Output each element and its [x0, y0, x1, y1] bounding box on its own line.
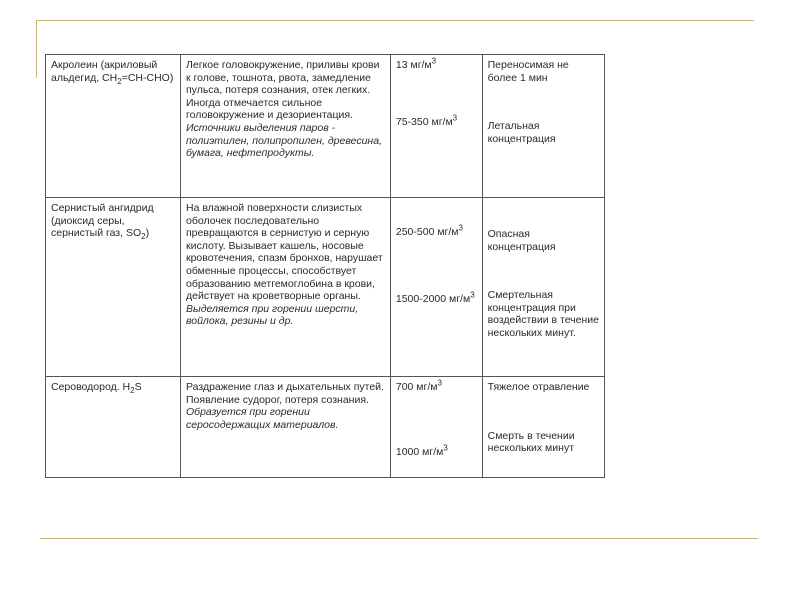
effect-text: Раздражение глаз и дыхательных путей. Появление судорог, потеря сознания. — [186, 381, 384, 406]
concentration-cell — [390, 377, 482, 478]
note-cell — [482, 377, 604, 478]
note-text: Переносимая не более 1 мин — [487, 59, 569, 84]
effect-cell — [181, 377, 391, 478]
decorative-left-rule — [36, 20, 37, 78]
source-text: Выделяется при горении шерсти, войлока, резины и др. — [186, 302, 359, 328]
concentration-value: 1500-2000 $мг/м^3$ — [395, 290, 475, 305]
table-row — [46, 377, 605, 478]
substance-cell: Сероводород. $H_2S$ — [46, 377, 181, 478]
effect-text: Легкое головокружение, приливы крови к голове, тошнота, рвота, замедление пульса, потеря сознания, отек легких. Иногда отмечается сильное головокружение и дезориентация. — [186, 59, 380, 122]
effect-cell — [181, 55, 391, 198]
effect-text: На влажной поверхности слизистых оболочек последовательно превращаются в сернистую и серную кислоту. Вызывает кашель, носовые кровотечения, спазм бронхов, нарушает обменные процессы, способствует образованию метгемоглобина в крови, действует на кроветворные органы. — [186, 202, 383, 303]
note-cell — [482, 198, 604, 377]
decorative-top-rule — [36, 20, 754, 21]
concentration-value: 1000 $мг/м^3$ — [395, 443, 448, 458]
concentration-cell — [390, 55, 482, 198]
table-row — [46, 198, 605, 377]
substance-cell: Сернистый ангидрид (диоксид серы, сернистый газ, $SO_2$) — [46, 198, 181, 377]
note-text: Смерть в течении нескольких минут — [487, 429, 575, 455]
effect-cell — [181, 198, 391, 377]
note-text: Летальная концентрация — [487, 120, 556, 145]
concentration-cell — [390, 198, 482, 377]
concentration-value: 700 $мг/м^3$ — [395, 378, 442, 393]
toxic-gases-table — [45, 54, 605, 478]
decorative-bottom-rule — [40, 538, 758, 539]
table-row — [46, 55, 605, 198]
concentration-value: 75-350 $мг/м^3$ — [395, 113, 458, 128]
note-text: Тяжелое отравление — [487, 381, 590, 393]
concentration-value: 13 $мг/м^3$ — [395, 56, 437, 71]
source-text: Источники выделения паров - полиэтилен, полипропилен, древесина, бумага, нефтепродукты. — [186, 121, 382, 160]
source-text: Образуется при горении серосодержащих материалов. — [186, 406, 339, 431]
note-text: Опасная концентрация — [487, 228, 556, 253]
note-text: Смертельная концентрация при воздействии в течение нескольких минут. — [487, 289, 599, 339]
substance-cell: Акролеин (акриловый альдегид, $CH_2=CH-CHO$) — [46, 55, 181, 198]
note-cell — [482, 55, 604, 198]
concentration-value: 250-500 $мг/м^3$ — [395, 223, 463, 238]
